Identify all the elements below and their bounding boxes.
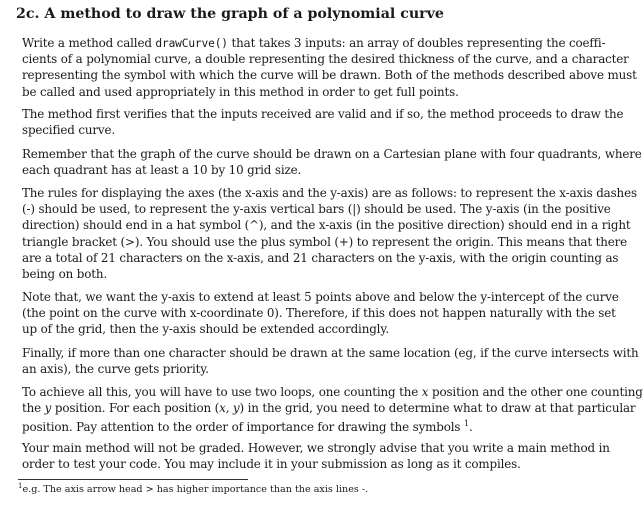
section-heading: 2c. A method to draw the graph of a polynomial curve — [16, 6, 444, 22]
text-line: Remember that the graph of the curve should be drawn on a Cartesian plane with four quadrants, where — [22, 147, 642, 161]
paragraph-loops — [22, 384, 643, 435]
text-line: position. Pay attention to the order of importance for drawing the symbols $^1$. — [22, 419, 473, 435]
text-line: To achieve all this, you will have to use two loops, one counting the x position and the other one counting — [22, 385, 643, 399]
footnote-reference[interactable]: 1 — [464, 419, 469, 429]
text-line: triangle bracket (>). You should use the plus symbol (+) to represent the origin. This means that there — [22, 234, 628, 249]
footnote — [18, 482, 368, 495]
text-line: specified curve. — [22, 123, 115, 138]
paragraph-main-method — [22, 440, 622, 472]
paragraph-priority — [22, 345, 639, 377]
text-line: Finally, if more than one character should be drawn at the same location (eg, if the curve intersects with — [22, 346, 639, 360]
footnote-divider — [18, 479, 248, 480]
paragraph-cartesian-plane — [22, 146, 642, 178]
text-line: the y position. For each position (x, y) in the grid, you need to determine what to draw at that particular — [22, 401, 636, 416]
footnote-text: e.g. The axis arrow head > has higher importance than the axis lines -. — [22, 484, 369, 495]
paragraph-method-description — [22, 35, 637, 100]
text-line: The rules for displaying the axes (the x-axis and the y-axis) are as follows: to represent the x-axis dashes — [22, 186, 637, 200]
text-line: being on both. — [22, 266, 107, 281]
text-line: Write a method called drawCurve() that takes 3 inputs: an array of doubles representing the coeffi- — [22, 36, 606, 50]
text-line: direction) should end in a hat symbol (^), and the x-axis (in the positive direction) should end in a right — [22, 218, 631, 233]
paragraph-axes-rules — [22, 185, 637, 282]
footnote-mark: 1 — [18, 482, 23, 490]
text-line: be called and used appropriately in this method in order to get full points. — [22, 84, 459, 99]
text-line: Note that, we want the y-axis to extend at least 5 points above and below the y-intercept of the curve — [22, 290, 619, 304]
text-line: an axis), the curve gets priority. — [22, 362, 209, 377]
text-line: each quadrant has at least a 10 by 10 grid size. — [22, 163, 302, 178]
text-line: representing the symbol with which the curve will be drawn. Both of the methods described above must — [22, 68, 637, 83]
code-drawcurve: drawCurve() — [155, 37, 228, 50]
paragraph-y-axis-extension — [22, 289, 622, 338]
text-line: The method first verifies that the inputs received are valid and if so, the method proceeds to draw the — [22, 107, 624, 121]
text-line: are a total of 21 characters on the x-axis, and 21 characters on the y-axis, with the origin counting as — [22, 250, 619, 265]
text-line: cients of a polynomial curve, a double representing the desired thickness of the curve, and a character — [22, 52, 629, 67]
text-line: Your main method will not be graded. However, we strongly advise that you write a main method in — [22, 441, 610, 455]
text-line: up of the grid, then the y-axis should be extended accordingly. — [22, 322, 389, 337]
text-line: (the point on the curve with x-coordinate 0). Therefore, if this does not happen naturally with the set — [22, 306, 616, 321]
paragraph-validation — [22, 106, 622, 138]
text-line: order to test your code. You may include it in your submission as long as it compiles. — [22, 457, 521, 472]
text-line: (-) should be used, to represent the y-axis vertical bars (|) should be used. The y-axis (in the positive — [22, 202, 611, 217]
